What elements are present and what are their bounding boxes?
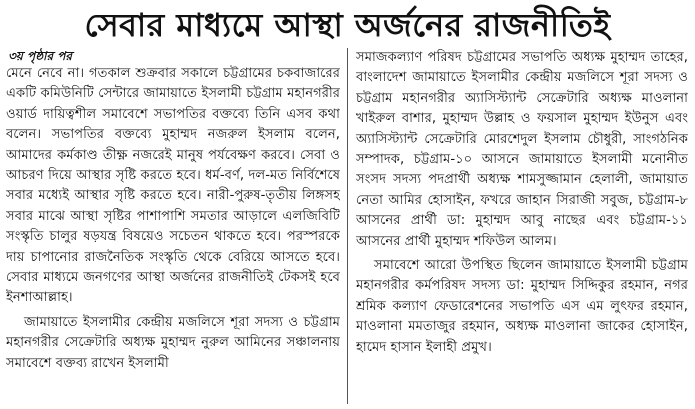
paragraph: সমাজকল্যাণ পরিষদ চট্টগ্রামের সভাপতি অধ্যক্ষ মুহাম্মদ তাহের, বাংলাদেশ জামায়াতে ইসলামীর কেন্দ্রীয় মজলিসে শূরা সদস্য ও চট্টগ্রাম মহানগরীর অ্যাসিস্ট্যান্ট সেক্রেটারি অধ্যক্ষ মাওলানা খাইরুল বাশার, মুহাম্মদ উল্লাহ ও ফয়সাল মুহাম্মদ ইউনুস এবং অ্যাসিস্ট্যান্ট সেক্রেটারি মোরশেদুল ইসলাম চৌধুরী, সাংগঠনিক সম্পাদক, চট্টগ্রাম-১০ আসনে জামায়াতে ইসলামী মনোনীত সংসদ সদস্য পদপ্রার্থী অধ্যক্ষ শামসুজ্জামান হেলালী, জামায়াত নেতা আমির হোসাইন, ফখরে জাহান সিরাজী সবুজ, চট্টগ্রাম-৮ আসনের প্রার্থী ডা: মুহাম্মদ আবু নাছের এবং চট্টগ্রাম-১১ আসনের প্রার্থী মুহাম্মদ শফিউল আলম। — [356, 50, 688, 249]
continuation-note: ৩য় পৃষ্ঠার পর — [8, 49, 73, 63]
paragraph: জামায়াতে ইসলামীর কেন্দ্রীয় মজলিসে শূরা সদস্য ও চট্টগ্রাম মহানগরীর সেক্রেটারি অধ্যক্ষ মুহাম্মদ নুরুল আমিনের সঞ্চালনায় সমাবেশে বক্তব্য রাখেন ইসলামী — [6, 314, 340, 371]
column-divider — [347, 48, 348, 404]
right-column — [356, 48, 688, 404]
headline: সেবার মাধ্যমে আস্থা অর্জনের রাজনীতিই — [84, 6, 611, 44]
left-column — [6, 64, 340, 404]
paragraph: মেনে নেবে না। গতকাল শুক্রবার সকালে চট্টগ্রামের চকবাজারের একটি কমিউনিটি সেন্টারে জামায়াতে ইসলামী চট্টগ্রাম মহানগরীর ওয়ার্ড দায়িত্বশীল সমাবেশে সভাপতির বক্তব্যে তিনি এসব কথা বলেন। সভাপতির বক্তব্যে মুহাম্মদ নজরুল ইসলাম বলেন, আমাদের কর্মকাণ্ড তীক্ষ্ণ নজরেই মানুষ পর্যবেক্ষণ করবে। সেবা ও আচরণ দিয়ে আস্থার সৃষ্টি করতে হবে। ধর্ম-বর্ণ, দল-মত নির্বিশেষে সবার মধ্যেই আস্থার সৃষ্টি করতে হবে। নারী-পুরুষ-তৃতীয় লিঙ্গসহ সবার মাঝে আস্থা সৃষ্টির পাশাপাশি সমতার আড়ালে এলজিবিটি সংস্কৃতি চালুর ষড়যন্ত্র বিষয়েও সচেতন থাকতে হবে। পরস্পরকে দায় চাপানোর রাজনৈতিক সংস্কৃতি থেকে বেরিয়ে আসতে হবে। সেবার মাধ্যমে জনগণের আস্থা অর্জনের রাজনীতিই টেকসই হবে ইনশাআল্লাহ। — [6, 66, 340, 306]
paragraph: সমাবেশে আরো উপস্থিত ছিলেন জামায়াতে ইসলামী চট্টগ্রাম মহানগরীর কর্মপরিষদ সদস্য ডা: মুহাম্মদ সিদ্দিকুর রহমান, নগর শ্রমিক কল্যাণ ফেডারেশনের সভাপতি এস এম লুৎফর রহমান, মাওলানা মমতাজুর রহমান, অধ্যক্ষ মাওলানা জাকের হোসাইন, হামেদ হাসান ইলাহী প্রমুখ। — [356, 258, 688, 355]
